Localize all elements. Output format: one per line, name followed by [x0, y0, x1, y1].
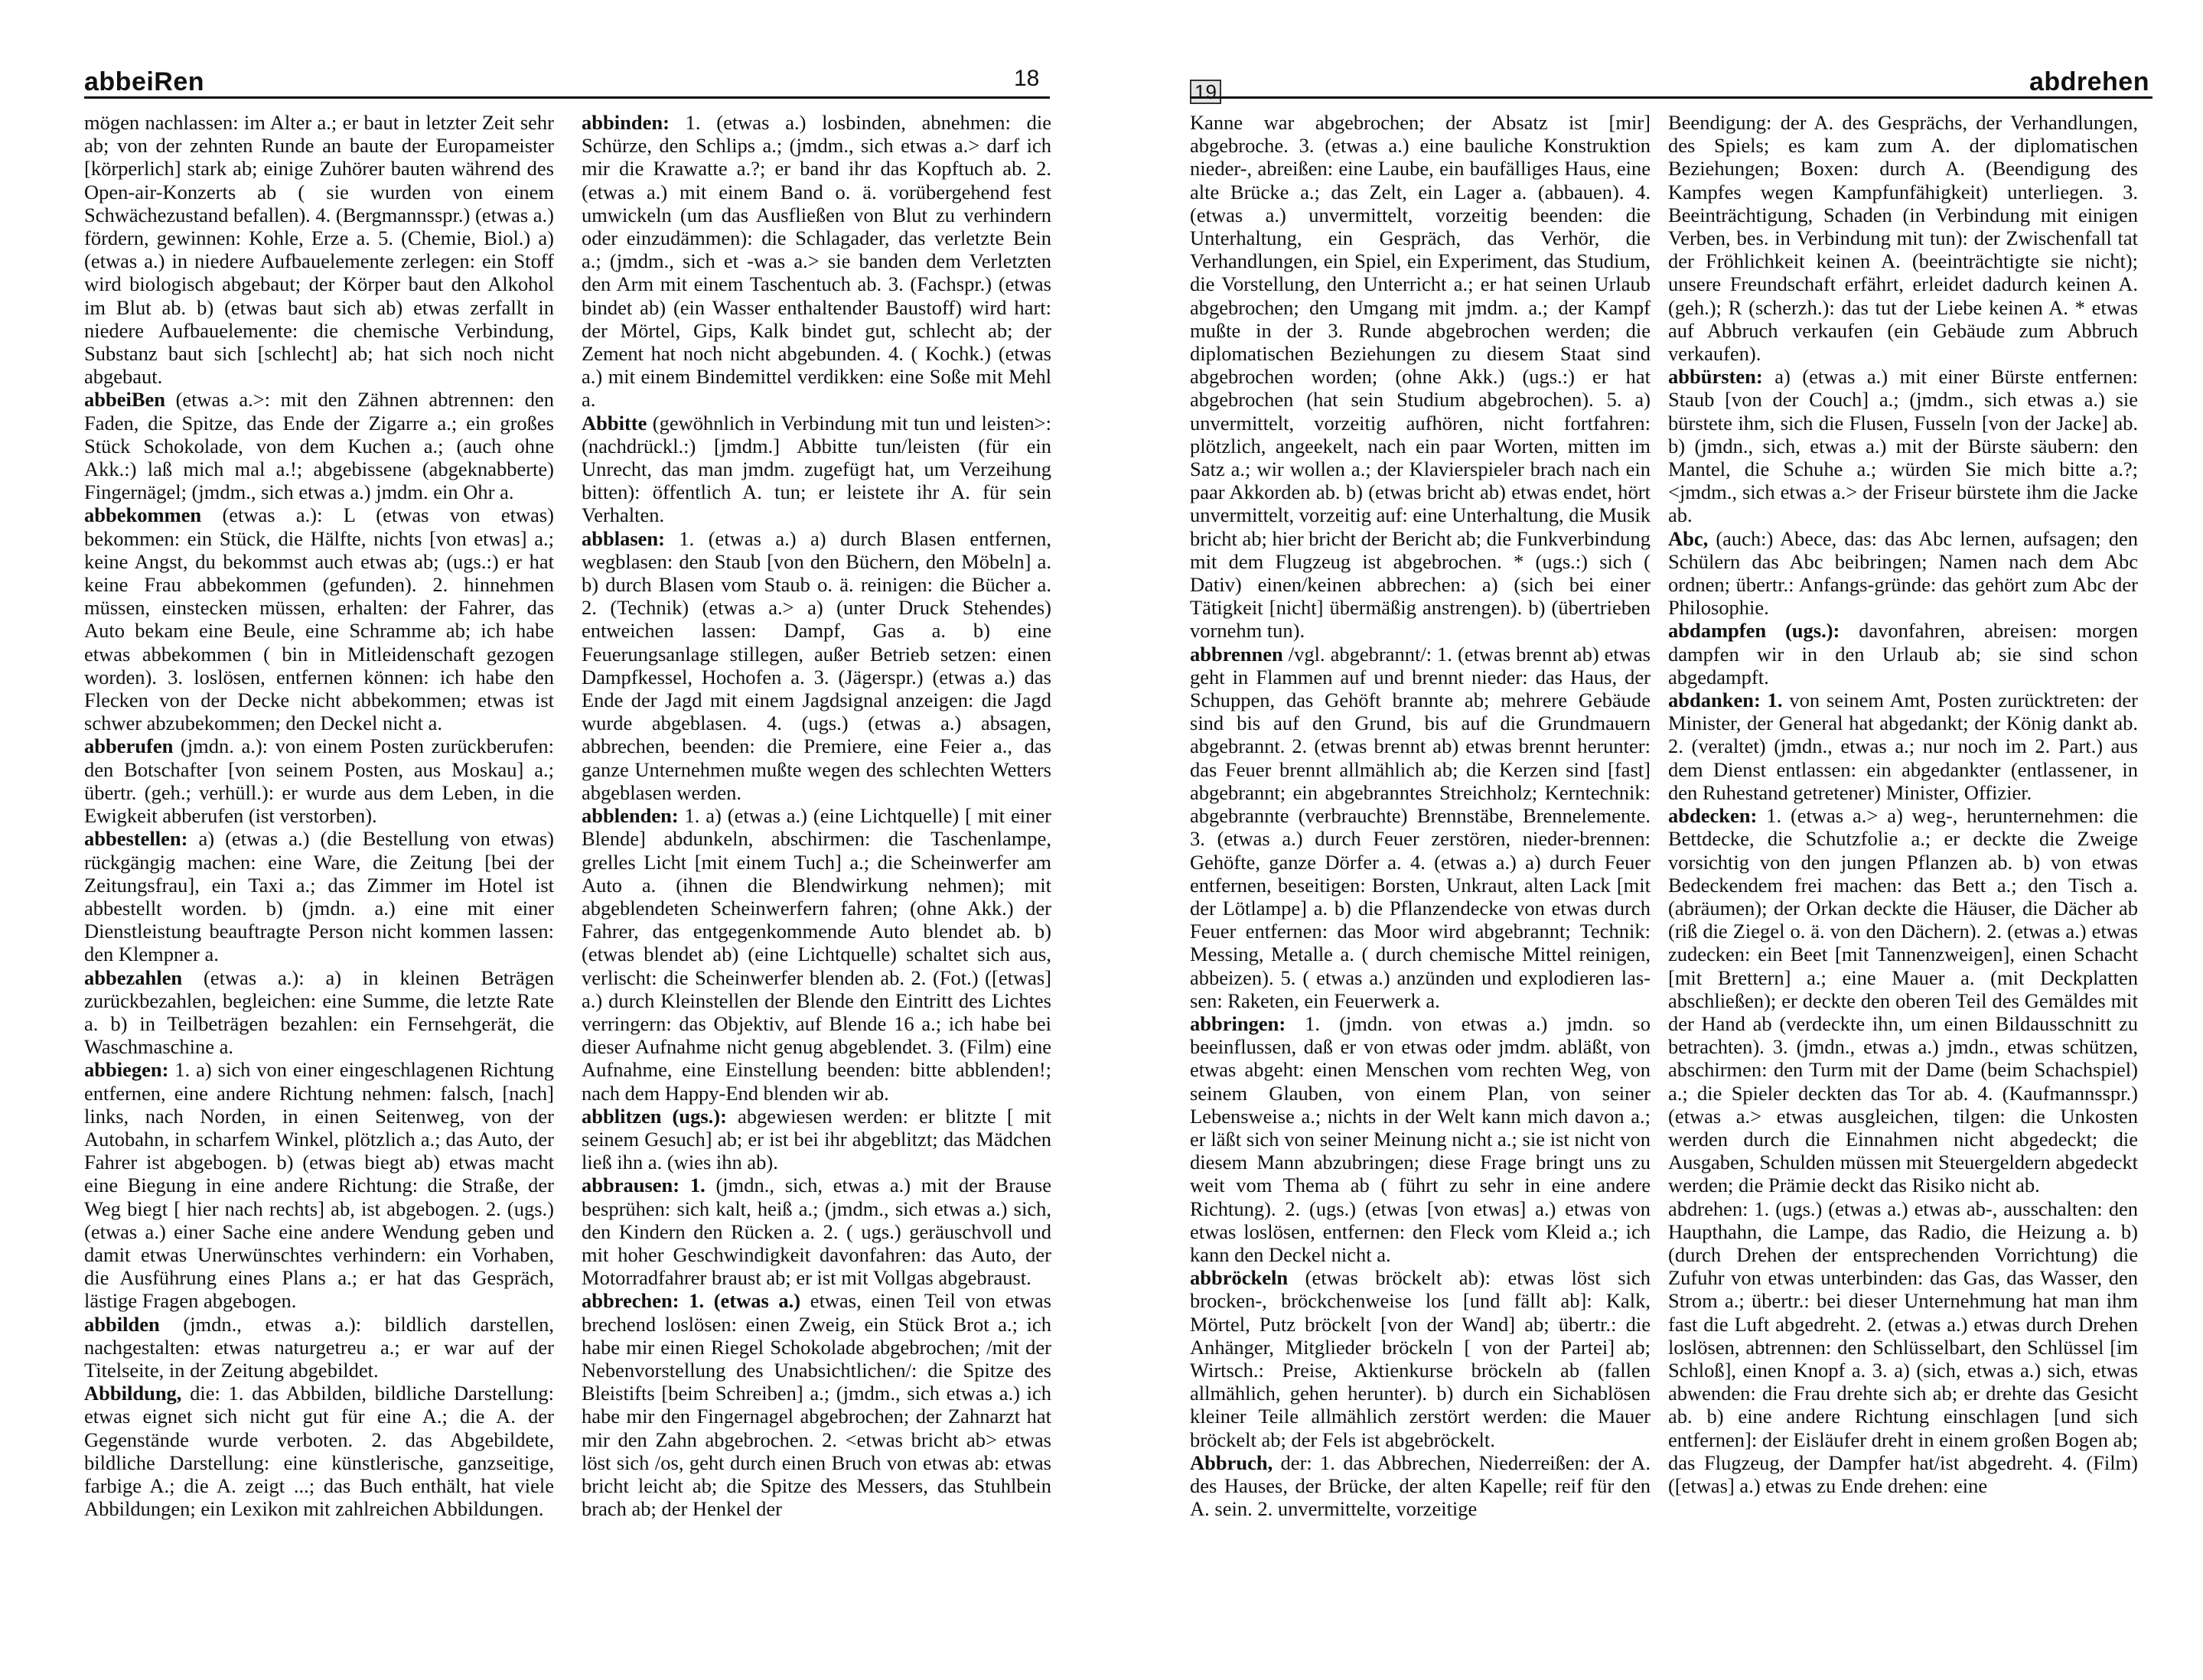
- entry-body: (etwas a.>: mit den Zähnen abtrennen: den Faden, die Spitze, das Ende der Zigarre a.; ein großes Stück Schokolade, von dem Kuchen a.; (auch ohne Akk.:) laß mich mal a.!; abgebissene (abgeknabberte) Fingernägel; (jmdm., sich etwas a.) jmdm. ein Ohr a.: [84, 388, 554, 504]
- entry-body: die: 1. das Abbilden, bildliche Darstellung: etwas eignet sich nicht gut für eine A.; die A. der Gegenstände wurde verboten. 2. das Abgebildete, bildliche Darstellung: eine künstlerische, ganzseitige, farbige A.; die A. zeigt ...; das Buch enthält, hat viele Abbildungen; ein Lexikon mit zahlreichen Abbildungen.: [84, 1382, 554, 1521]
- dictionary-entry: [1668, 111, 2138, 365]
- entry-body: (gewöhnlich in Verbindung mit tun und leisten>: (nachdrückl.:) [jmdm.] Abbitte tun/leisten (für ein Unrecht, das man jmdm. zugefügt hat, um Verzeihung bitten): öffentlich A. tun; er leistete ihr A. für sein Verhalten.: [582, 411, 1051, 527]
- running-head-right: abdrehen: [2029, 67, 2149, 96]
- entry-headword: abblitzen (ugs.):: [582, 1104, 727, 1128]
- entry-body: (etwas bröckelt ab): etwas löst sich brocken-, bröckchenweise los [und fällt ab]: Kalk, Mörtel, Putz bröckelt [von der Wand] ab; übertr.: die Anhänger, Mitglieder bröckeln [ von der Partei] ab; Wirtsch.: Preise, Aktienkurse bröckeln ab (fallen allmählich, gehen herunter). b) durch ein Sichablösen kleiner Teile allmählich zerstört werden: die Mauer bröckelt ab; der Fels ist abgebröckelt.: [1190, 1266, 1651, 1451]
- entry-headword: Abbitte: [582, 411, 647, 435]
- dictionary-entry: [84, 503, 554, 734]
- page-number-left: 18: [1014, 66, 1040, 91]
- dictionary-entry: [1190, 643, 1651, 1012]
- entry-body: (jmdn., sich, etwas a.) mit der Brause besprühen: sich kalt, heiß a.; (jmdm., sich etwas a.) sich, den Kindern den Rücken a. 2. ( ugs.) geräuschvoll und mit hoher Geschwindigkeit davonfahren: das Auto, der Motorradfahrer braust ab; er ist mit Vollgas abgebraust.: [582, 1174, 1051, 1290]
- page-number-right: 19: [1190, 80, 1221, 104]
- entry-body: davonfahren, abreisen: morgen dampfen wir in den Urlaub ab; sie sind schon abgedampft.: [1668, 619, 2138, 689]
- left-column-2: [582, 111, 1051, 1520]
- dictionary-entry: [1190, 111, 1651, 643]
- entry-headword: abbringen:: [1190, 1011, 1286, 1035]
- left-column-1: [84, 111, 554, 1520]
- dictionary-entry: [582, 412, 1051, 527]
- left-page: [0, 0, 1087, 1680]
- entry-body: Kanne war abgebrochen; der Absatz ist [mir] abgebroche. 3. (etwas a.) eine bauliche Konstruktion nieder-, abreißen: eine Laube, ein baufälliges Haus, eine alte Brücke a.; das Zelt, ein Lager a. (abbauen). 4. (etwas a.) unvermittelt, vorzeitig beenden: die Unterhaltung, ein Gespräch, das Verhör, die Verhandlungen, ein Spiel, ein Experiment, das Studium, die Vorstellung, den Unterricht a.; er hat seinen Urlaub abgebrochen; den Umgang mit jmdm. a.; der Kampf mußte in der 3. Runde abgebrochen werden; die diplomatischen Beziehungen zu diesem Staat sind abgebrochen worden; (ohne Akk.) (ugs.:) er hat abgebrochen (hat sein Studium abgebrochen). 5. a) unvermittelt, vorzeitig aufhören, nicht fortfahren: plötzlich, angeekelt, nach ein paar Worten, mitten im Satz a.; wir wollen a.; der Klavierspieler brach nach ein paar Akkorden ab. b) (etwas bricht ab) etwas endet, hört unvermittelt, vorzeitig auf: eine Unterhaltung, die Musik bricht ab; hier bricht der Bericht ab; die Funkverbindung mit dem Flugzeug ist abgebrochen. * (ugs.:) sich ( Dativ) einen/keinen abbrechen: a) (sich bei einer Tätigkeit [nicht] übermäßig anstrengen). b) (übertrieben vornehm tun).: [1190, 111, 1651, 643]
- entry-body: (etwas a.): L (etwas von etwas) bekommen: ein Stück, die Hälfte, nichts [von etwas] a.; keine Angst, du bekommst auch etwas ab; (ugs.:) er hat keine Frau abbekommen (gefunden). 2. hinnehmen müssen, einstecken müssen, erhalten: der Fahrer, das Auto bekam eine Beule, eine Schramme ab; ich habe etwas abbekommen ( bin in Mitleidenschaft gezogen worden). 3. loslösen, entfernen können: ich habe den Flecken von der Decke nicht abbekommen; etwas ist schwer abzubekommen; den Deckel nicht a.: [84, 503, 554, 735]
- entry-headword: abbrennen: [1190, 642, 1283, 666]
- entry-body: a) (etwas a.) (die Bestellung von etwas) rückgängig machen: eine Ware, die Zeitung [bei der Zeitungsfrau], ein Taxi a.; das Zimmer im Hotel ist abbestellt worden. b) (jmdn. a.) eine mit einer Dienstleistung beauftragte Person nicht kommen lassen: den Klempner a.: [84, 827, 554, 966]
- dictionary-entry: [1668, 619, 2138, 689]
- dictionary-entry: [84, 734, 554, 827]
- dictionary-entry: [84, 1058, 554, 1312]
- entry-headword: abblenden:: [582, 804, 679, 828]
- entry-headword: abbeiBen: [84, 388, 166, 412]
- right-page: [1132, 0, 2203, 1680]
- entry-headword: abblasen:: [582, 526, 665, 550]
- entry-body: etwas, einen Teil von etwas brechend loslösen: einen Zweig, ein Stück Brot a.; ich habe mir einen Riegel Schokolade abgebrochen; /mit der Nebenvorstellung des Unabsichtlichen/: die Spitze des Bleistifts [beim Schreiben] a.; (jmdm., sich etwas a.) ich habe mir den Fingernagel abgebrochen; der Zahnarzt hat mir den Zahn abgebrochen. 2. <etwas bricht ab> etwas löst sich /os, geht durch einen Bruch von etwas ab: etwas bricht leicht ab; die Spitze des Messers, das Stuhlbein brach ab; der Henkel der: [582, 1289, 1051, 1521]
- entry-body: 1. (etwas a.) losbinden, abnehmen: die Schürze, den Schlips a.; (jmdm., sich etwas a.> darf ich mir die Krawatte a.?; er band ihr das Kopftuch ab. 2. (etwas a.) mit einem Band o. ä. vorübergehend fest umwickeln (um das Ausfließen von Blut zu verhindern oder einzudämmen): die Schlagader, das verletzte Bein a.; (jmdm., sich et -was a.> sie banden dem Verletzten den Arm mit einem Taschentuch ab. 3. (Fachspr.) (etwas bindet ab) (ein Wasser enthaltender Baustoff) wird hart: der Mörtel, Gips, Kalk bindet gut, schlecht ab; der Zement hat noch nicht abgebunden. 4. ( Kochk.) (etwas a.) mit einem Bindemittel verdikken: eine Soße mit Mehl a.: [582, 111, 1051, 412]
- entry-body: 1. (jmdn. von etwas a.) jmdn. so beeinflussen, daß er von etwas oder jmdm. abläßt, von etwas abgeht: einen Menschen vom rechten Weg, von seinem Glauben, von einem Plan, von seiner Lebensweise a.; nichts in der Welt kann mich davon a.; er läßt sich von seiner Meinung nicht a.; sie ist nicht von diesem Mann abzubringen; diese Frage bringt uns zu weit vom Thema ab ( führt zu sehr in eine andere Richtung). 2. (ugs.) (etwas [von etwas] a.) etwas von etwas loslösen, entfernen: den Fleck vom Kleid a.; ich kann den Deckel nicht a.: [1190, 1011, 1651, 1266]
- running-head-left: abbeiRen: [84, 67, 205, 96]
- entry-body: 1. (etwas a.> a) weg-, herunternehmen: die Bettdecke, die Schutzfolie a.; er deckte die Zweige vorsichtig von den jungen Pflanzen ab. b) von etwas Bedeckendem frei machen: das Bett a.; den Tisch a. (abräumen); der Orkan deckte die Häuser, die Dächer ab (riß die Ziegel o. ä. von den Dächern). 2. (etwas a.) etwas zudecken: ein Beet [mit Tannenzweigen], einen Schacht [mit Brettern] a.; eine Mauer a. (mit Deckplatten abschließen); er deckte den oberen Teil des Gemäldes mit der Hand ab (verdeckte ihn, um einen Bildausschnitt zu betrachten). 3. (jmdn., etwas a.) jmdn., etwas schützen, abschirmen: den Turm mit der Dame (beim Schachspiel) a.; die Spieler deckten das Tor ab. 4. (Kaufmannsspr.) (etwas a.> etwas ausgleichen, tilgen: die Unkosten werden durch die Einnahmen nicht abgedeckt; die Ausgaben, Schulden müssen mit Steuergeldern abgedeckt werden; die Prämie deckt das Risiko nicht ab.: [1668, 804, 2138, 1197]
- entry-headword: abbinden:: [582, 111, 670, 134]
- dictionary-entry: [84, 966, 554, 1059]
- entry-body: (jmdn., etwas a.): bildlich darstellen, nachgestalten: etwas naturgetreu a.; er war auf der Titelseite, in der Zeitung abgebildet.: [84, 1312, 554, 1382]
- entry-body: abgewiesen werden: er blitzte [ mit seinem Gesuch] ab; er ist bei ihr abgeblitzt; das Mädchen ließ ihn a. (wies ihn ab).: [582, 1104, 1051, 1174]
- entry-body: mögen nachlassen: im Alter a.; er baut in letzter Zeit sehr ab; von der zehnten Runde an baute der Europameister [körperlich] stark ab; einige Zuhörer bauten während des Open-air-Konzerts ab ( sie wurden von einem Schwächezustand befallen). 4. (Bergmannsspr.) (etwas a.) fördern, gewinnen: Kohle, Erze a. 5. (Chemie, Biol.) a) (etwas a.) in niedere Aufbauelemente zerlegen: ein Stoff wird biologisch abgebaut; der Körper baut den Alkohol im Blut ab. b) (etwas baut sich ab) etwas zerfallt in niedere Aufbauelemente: die chemische Verbindung, Substanz baut sich [schlecht] ab; hat sich noch nicht abgebaut.: [84, 111, 554, 389]
- entry-headword: abbezahlen: [84, 965, 183, 989]
- entry-headword: abbröckeln: [1190, 1266, 1289, 1290]
- entry-body: 1. a) (etwas a.) (eine Lichtquelle) [ mit einer Blende] abdunkeln, abschirmen: die Taschenlampe, grelles Licht [mit einem Tuch] a.; die Scheinwerfer am Auto a. (ihnen die Blendwirkung nehmen); mit abgeblendeten Scheinwerfern fahren; (ohne Akk.) der Fahrer, das entgegenkommende Auto blendet ab. b) (etwas blendet ab) (eine Lichtquelle) schaltet sich aus, verlischt: die Scheinwerfer blenden ab. 2. (Fot.) ([etwas] a.) durch Kleinstellen der Blende den Eintritt des Lichtes verringern: das Objektiv, auf Blende 16 a.; ich habe bei dieser Aufnahme nicht genug abgeblendet. 3. (Film) eine Aufnahme, eine Einstellung beenden: bitte abblenden!; nach dem Happy-End blenden wir ab.: [582, 804, 1051, 1105]
- entry-body: (jmdn. a.): von einem Posten zurückberufen: den Botschafter [von seinem Posten, aus Moskau] a.; übertr. (geh.; verhüll.): er wurde aus dem Leben, in die Ewigkeit abberufen (ist verstorben).: [84, 734, 554, 828]
- entry-headword: abdecken:: [1668, 804, 1758, 828]
- entry-headword: abdanken: 1.: [1668, 689, 1783, 712]
- entry-body: von seinem Amt, Posten zurücktreten: der Minister, der General hat abgedankt; der König dankt ab. 2. (veraltet) (jmdn., etwas a.; nur noch im 2. Part.) aus dem Dienst entlassen: ein abgedankter (entlassener, in den Ruhestand getretener) Minister, Offizier.: [1668, 689, 2139, 804]
- dictionary-entry: [582, 1105, 1051, 1174]
- entry-headword: abbürsten:: [1668, 365, 1763, 389]
- dictionary-entry: [1190, 1012, 1651, 1266]
- entry-headword: abbestellen:: [84, 827, 188, 851]
- entry-body: Beendigung: der A. des Gesprächs, der Verhandlungen, des Spiels; es kam zum A. der diplomatischen Beziehungen; Boxen: durch A. (Beendigung des Kampfes wegen Kampfunfähigkeit) unterliegen. 3. Beeinträchtigung, Schaden (in Verbindung mit einigen Verben, bes. in Verbindung mit tun): der Zwischenfall tat der Fröhlichkeit keinen A. (beeinträchtigte sie nicht); unsere Freundschaft erfährt, erleidet dadurch keinen A. (geh.); R (scherzh.): das tut der Liebe keinen A. * etwas auf Abbruch verkaufen (ein Gebäude zum Abbruch verkaufen).: [1668, 111, 2138, 366]
- entry-headword: abdampfen (ugs.):: [1668, 619, 1840, 643]
- dictionary-entry: [1668, 527, 2138, 620]
- dictionary-entry: [1668, 1197, 2138, 1498]
- header-rule: [84, 96, 1050, 99]
- entry-body: (etwas a.): a) in kleinen Beträgen zurückbezahlen, begleichen: eine Summe, die letzte Rate a. b) in Teilbeträgen bezahlen: ein Fernsehgerät, die Waschmaschine a.: [84, 965, 554, 1059]
- entry-headword: abbekommen: [84, 503, 202, 527]
- header-rule: [1190, 96, 2152, 99]
- dictionary-entry: [582, 1174, 1051, 1289]
- entry-headword: abbrausen: 1.: [582, 1174, 706, 1197]
- entry-headword: Abc,: [1668, 526, 1709, 550]
- dictionary-entry: [1668, 689, 2138, 804]
- entry-body: 1. a) sich von einer eingeschlagenen Richtung entfernen, eine andere Richtung nehmen: falsch, [nach] links, nach Norden, in einen Seitenweg, von der Autobahn, in scharfem Winkel, plötzlich a.; das Auto, der Fahrer ist abgebogen. b) (etwas biegt ab) etwas macht eine Biegung in eine andere Richtung: die Straße, der Weg biegt [ hier nach rechts] ab, ist abgebogen. 2. (ugs.) (etwas a.) einer Sache eine andere Wendung geben und damit etwas Unerwünschtes verhindern: ein Vorhaben, die Ausführung eines Plans a.; er hat das Gespräch, lästige Fragen abgebogen.: [84, 1058, 554, 1313]
- dictionary-entry: [1190, 1451, 1651, 1521]
- dictionary-entry: [582, 111, 1051, 412]
- entry-body: abdrehen: 1. (ugs.) (etwas a.) etwas ab-, ausschalten: den Haupthahn, die Lampe, das Radio, die Heizung a. b) (durch Drehen der entsprechenden Vorrichtung) die Zufuhr von etwas unterbinden: das Gas, das Wasser, den Strom a.; übertr.: bei dieser Unternehmung hat man ihm fast die Luft abgedreht. 2. (etwas a.) etwas durch Drehen loslösen, abtrennen: den Schlüsselbart, den Schlüssel [im Schloß], einen Knopf a. 3. a) (sich, etwas a.) sich, etwas abwenden: die Frau drehte sich ab; er drehte das Gesicht ab. b) eine andere Richtung einschlagen [und sich entfernen]: der Eisläufer dreht in einem großen Bogen ab; das Flugzeug, der Dampfer hat/ist abgedreht. 4. (Film) ([etwas] a.) etwas zu Ende drehen: eine: [1668, 1197, 2138, 1497]
- right-column-2: [1668, 111, 2138, 1497]
- entry-headword: Abbruch,: [1190, 1450, 1273, 1474]
- entry-body: a) (etwas a.) mit einer Bürste entfernen: Staub [von der Couch] a.; (jmdm., sich etwas a.) sie bürstete ihm, sich die Flusen, Fusseln [von der Jacke] ab. b) (jmdn., sich, etwas a.) mit der Bürste säubern: den Mantel, die Schuhe a.; würden Sie mich bitte a.?; <jmdm., sich etwas a.> der Friseur bürstete ihm die Jacke ab.: [1668, 365, 2138, 527]
- entry-headword: abbilden: [84, 1312, 160, 1336]
- dictionary-entry: [582, 1289, 1051, 1520]
- dictionary-entry: [84, 827, 554, 965]
- dictionary-entry: [84, 1382, 554, 1520]
- entry-body: (auch:) Abece, das: das Abc lernen, aufsagen; den Schülern das Abc beibringen; Namen nach dem Abc ordnen; übertr.: Anfangs-gründe: das gehört zum Abc der Philosophie.: [1668, 526, 2138, 620]
- dictionary-entry: [582, 527, 1051, 804]
- dictionary-entry: [84, 388, 554, 503]
- dictionary-entry: [1190, 1266, 1651, 1451]
- dictionary-entry: [1668, 804, 2138, 1197]
- dictionary-entry: [84, 111, 554, 388]
- dictionary-entry: [84, 1313, 554, 1382]
- dictionary-entry: [1668, 365, 2138, 526]
- right-column-1: [1190, 111, 1651, 1520]
- dictionary-entry: [582, 804, 1051, 1105]
- entry-headword: abbiegen:: [84, 1058, 169, 1082]
- entry-body: 1. (etwas a.) a) durch Blasen entfernen, wegblasen: den Staub [von den Büchern, den Möbeln] a. b) durch Blasen vom Staub o. ä. reinigen: die Bücher a. 2. (Technik) (etwas a.> a) (unter Druck Stehendes) entweichen lassen: Dampf, Gas a. b) eine Feuerungsanlage stillegen, außer Betrieb setzen: einen Dampfkessel, Hochofen a. 3. (Jägerspr.) (etwas a.) das Ende der Jagd mit einem Jagdsignal anzeigen: die Jagd wurde abgeblasen. 4. (ugs.) (etwas a.) absagen, abbrechen, beenden: die Premiere, eine Feier a., das ganze Unternehmen mußte wegen des schlechten Wetters abgeblasen werden.: [582, 526, 1051, 804]
- entry-headword: abbrechen: 1. (etwas a.): [582, 1289, 801, 1313]
- entry-headword: abberufen: [84, 734, 174, 758]
- entry-headword: Abbildung,: [84, 1382, 182, 1405]
- entry-body: der: 1. das Abbrechen, Niederreißen: der A. des Hauses, der Brücke, der alten Kapelle; reif für den A. sein. 2. unvermittelte, vorzeitige: [1190, 1450, 1651, 1521]
- entry-body: /vgl. abgebrannt/: 1. (etwas brennt ab) etwas geht in Flammen auf und brennt nieder: das Haus, der Schuppen, das Gehöft brannte ab; mehrere Gebäude sind bis auf den Grund, bis auf die Grundmauern abgebrannt. 2. (etwas brennt ab) etwas brennt herunter: das Feuer brennt allmählich ab; die Kerzen sind [fast] abgebrannt; ein abgebranntes Streichholz; Kerntechnik: abgebrannte (verbrauchte) Brennstäbe, Brennelemente. 3. (etwas a.) durch Feuer zerstören, nieder-brennen: Gehöfte, ganze Dörfer a. 4. (etwas a.) a) durch Feuer entfernen, beseitigen: Borsten, Unkraut, alten Lack [mit der Lötlampe] a. b) die Pflanzendecke von etwas durch Feuer entfernen: das Moor wird abgebrannt; Technik: Messing, Metalle a. ( durch chemische Mittel reinigen, abbeizen). 5. ( etwas a.) anzünden und explodieren las-sen: Raketen, ein Feuerwerk a.: [1190, 642, 1651, 1012]
